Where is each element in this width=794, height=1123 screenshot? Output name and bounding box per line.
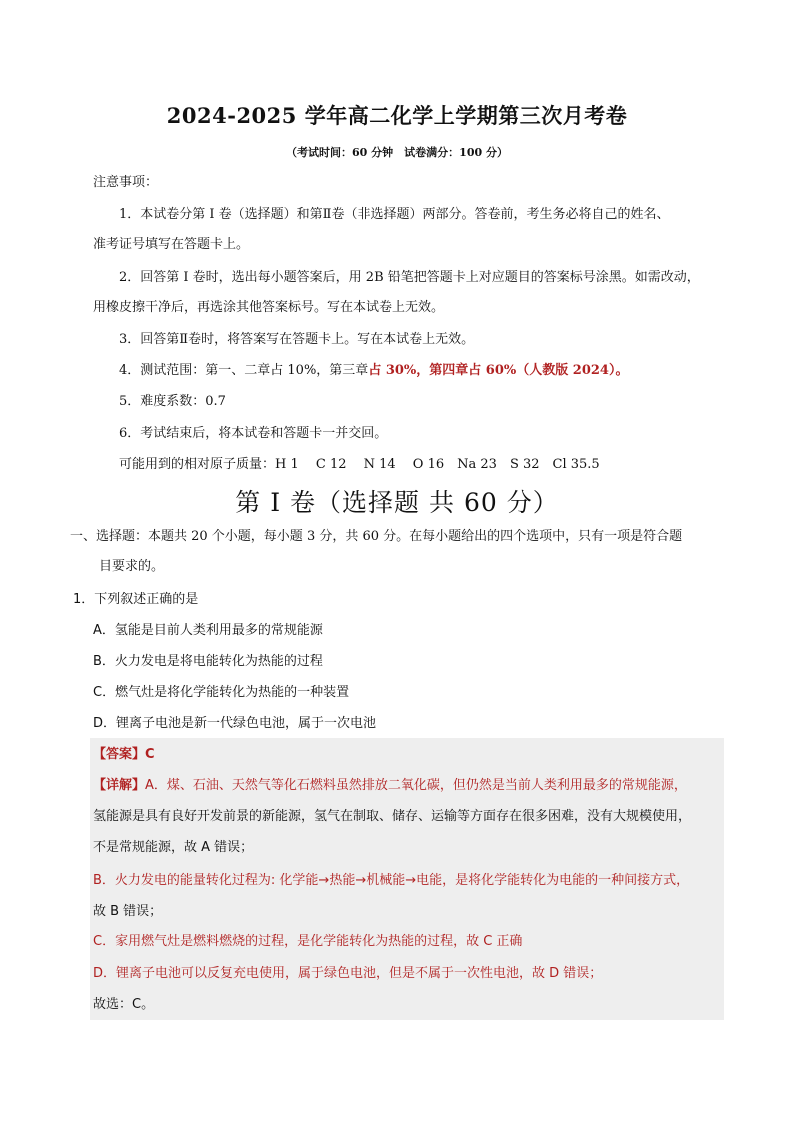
notice-item-6: 6．考试结束后，将本试卷和答题卡一并交回。: [119, 426, 388, 441]
detail-label: 【详解】: [93, 778, 146, 793]
notice-item-2-cont: 用橡皮擦干净后，再选涂其他答案标号。写在本试卷上无效。: [93, 300, 445, 315]
option-c: C．燃气灶是将化学能转化为热能的一种装置: [93, 685, 350, 700]
atomic-masses: 可能用到的相对原子质量：H 1 C 12 N 14 O 16 Na 23 S 32 Cl 35.5: [119, 457, 600, 472]
notice-item-4: [119, 362, 628, 380]
answer-label: 【答案】C: [93, 747, 155, 762]
conclusion: 故选：C。: [93, 997, 155, 1012]
detail-b-line-2: 故 B 错误；: [93, 904, 163, 919]
section-title: 第 I 卷（选择题 共 60 分）: [235, 488, 559, 517]
detail-b-line-1: B．火力发电的能量转化过程为: 化学能→热能→机械能→电能，是将化学能转化为电能的一种间接方式，: [93, 873, 690, 888]
detail-a-line-1: [93, 777, 687, 795]
section-intro-cont: 目要求的。: [99, 559, 165, 574]
detail-a-line-2: 氢能源是具有良好开发前景的新能源，氢气在制取、储存、运输等方面存在很多困难，没有大规模使用，: [93, 809, 692, 824]
notice-item-2: 2．回答第 I 卷时，选出每小题答案后，用 2B 铅笔把答题卡上对应题目的答案标号涂黑。如需改动，: [119, 270, 700, 285]
notice-item-5: 5．难度系数：0.7: [119, 394, 226, 409]
notice-item-3: 3．回答第Ⅱ卷时，将答案写在答题卡上。写在本试卷上无效。: [119, 332, 475, 347]
detail-c: C．家用燃气灶是燃料燃烧的过程，是化学能转化为热能的过程，故 C 正确: [93, 934, 523, 949]
detail-d: D．锂离子电池可以反复充电使用，属于绿色电池，但是不属于一次性电池，故 D 错误；: [93, 966, 603, 981]
notice-heading: 注意事项：: [93, 175, 159, 190]
option-a: A．氢能是目前人类利用最多的常规能源: [93, 623, 323, 638]
question-stem: 1．下列叙述正确的是: [73, 592, 199, 607]
section-intro: 一、选择题：本题共 20 个小题，每小题 3 分，共 60 分。在每小题给出的四个选项中，只有一项是符合题: [70, 529, 683, 544]
notice-item-1: 1．本试卷分第 I 卷（选择题）和第Ⅱ卷（非选择题）两部分。答卷前，考生务必将自己的姓名、: [119, 207, 670, 222]
notice-item-1-cont: 准考证号填写在答题卡上。: [93, 237, 250, 252]
detail-a-line-3: 不是常规能源，故 A 错误；: [93, 840, 254, 855]
exam-info: （考试时间：60 分钟 试卷满分：100 分）: [286, 146, 508, 159]
option-b: B．火力发电是将电能转化为热能的过程: [93, 654, 323, 669]
detail-a-text: A．煤、石油、天然气等化石燃料虽然排放二氧化碳，但仍然是当前人类利用最多的常规能源，: [145, 778, 687, 793]
page-title: 2024-2025 学年高二化学上学期第三次月考卷: [166, 103, 628, 128]
option-d: D．锂离子电池是新一代绿色电池，属于一次电池: [93, 716, 377, 731]
notice-item-4-highlight: 占 30%，第四章占 60%（人教版 2024）。: [368, 363, 629, 378]
notice-item-4-plain: 4．测试范围：第一、二章占 10%，第三章: [119, 363, 369, 378]
